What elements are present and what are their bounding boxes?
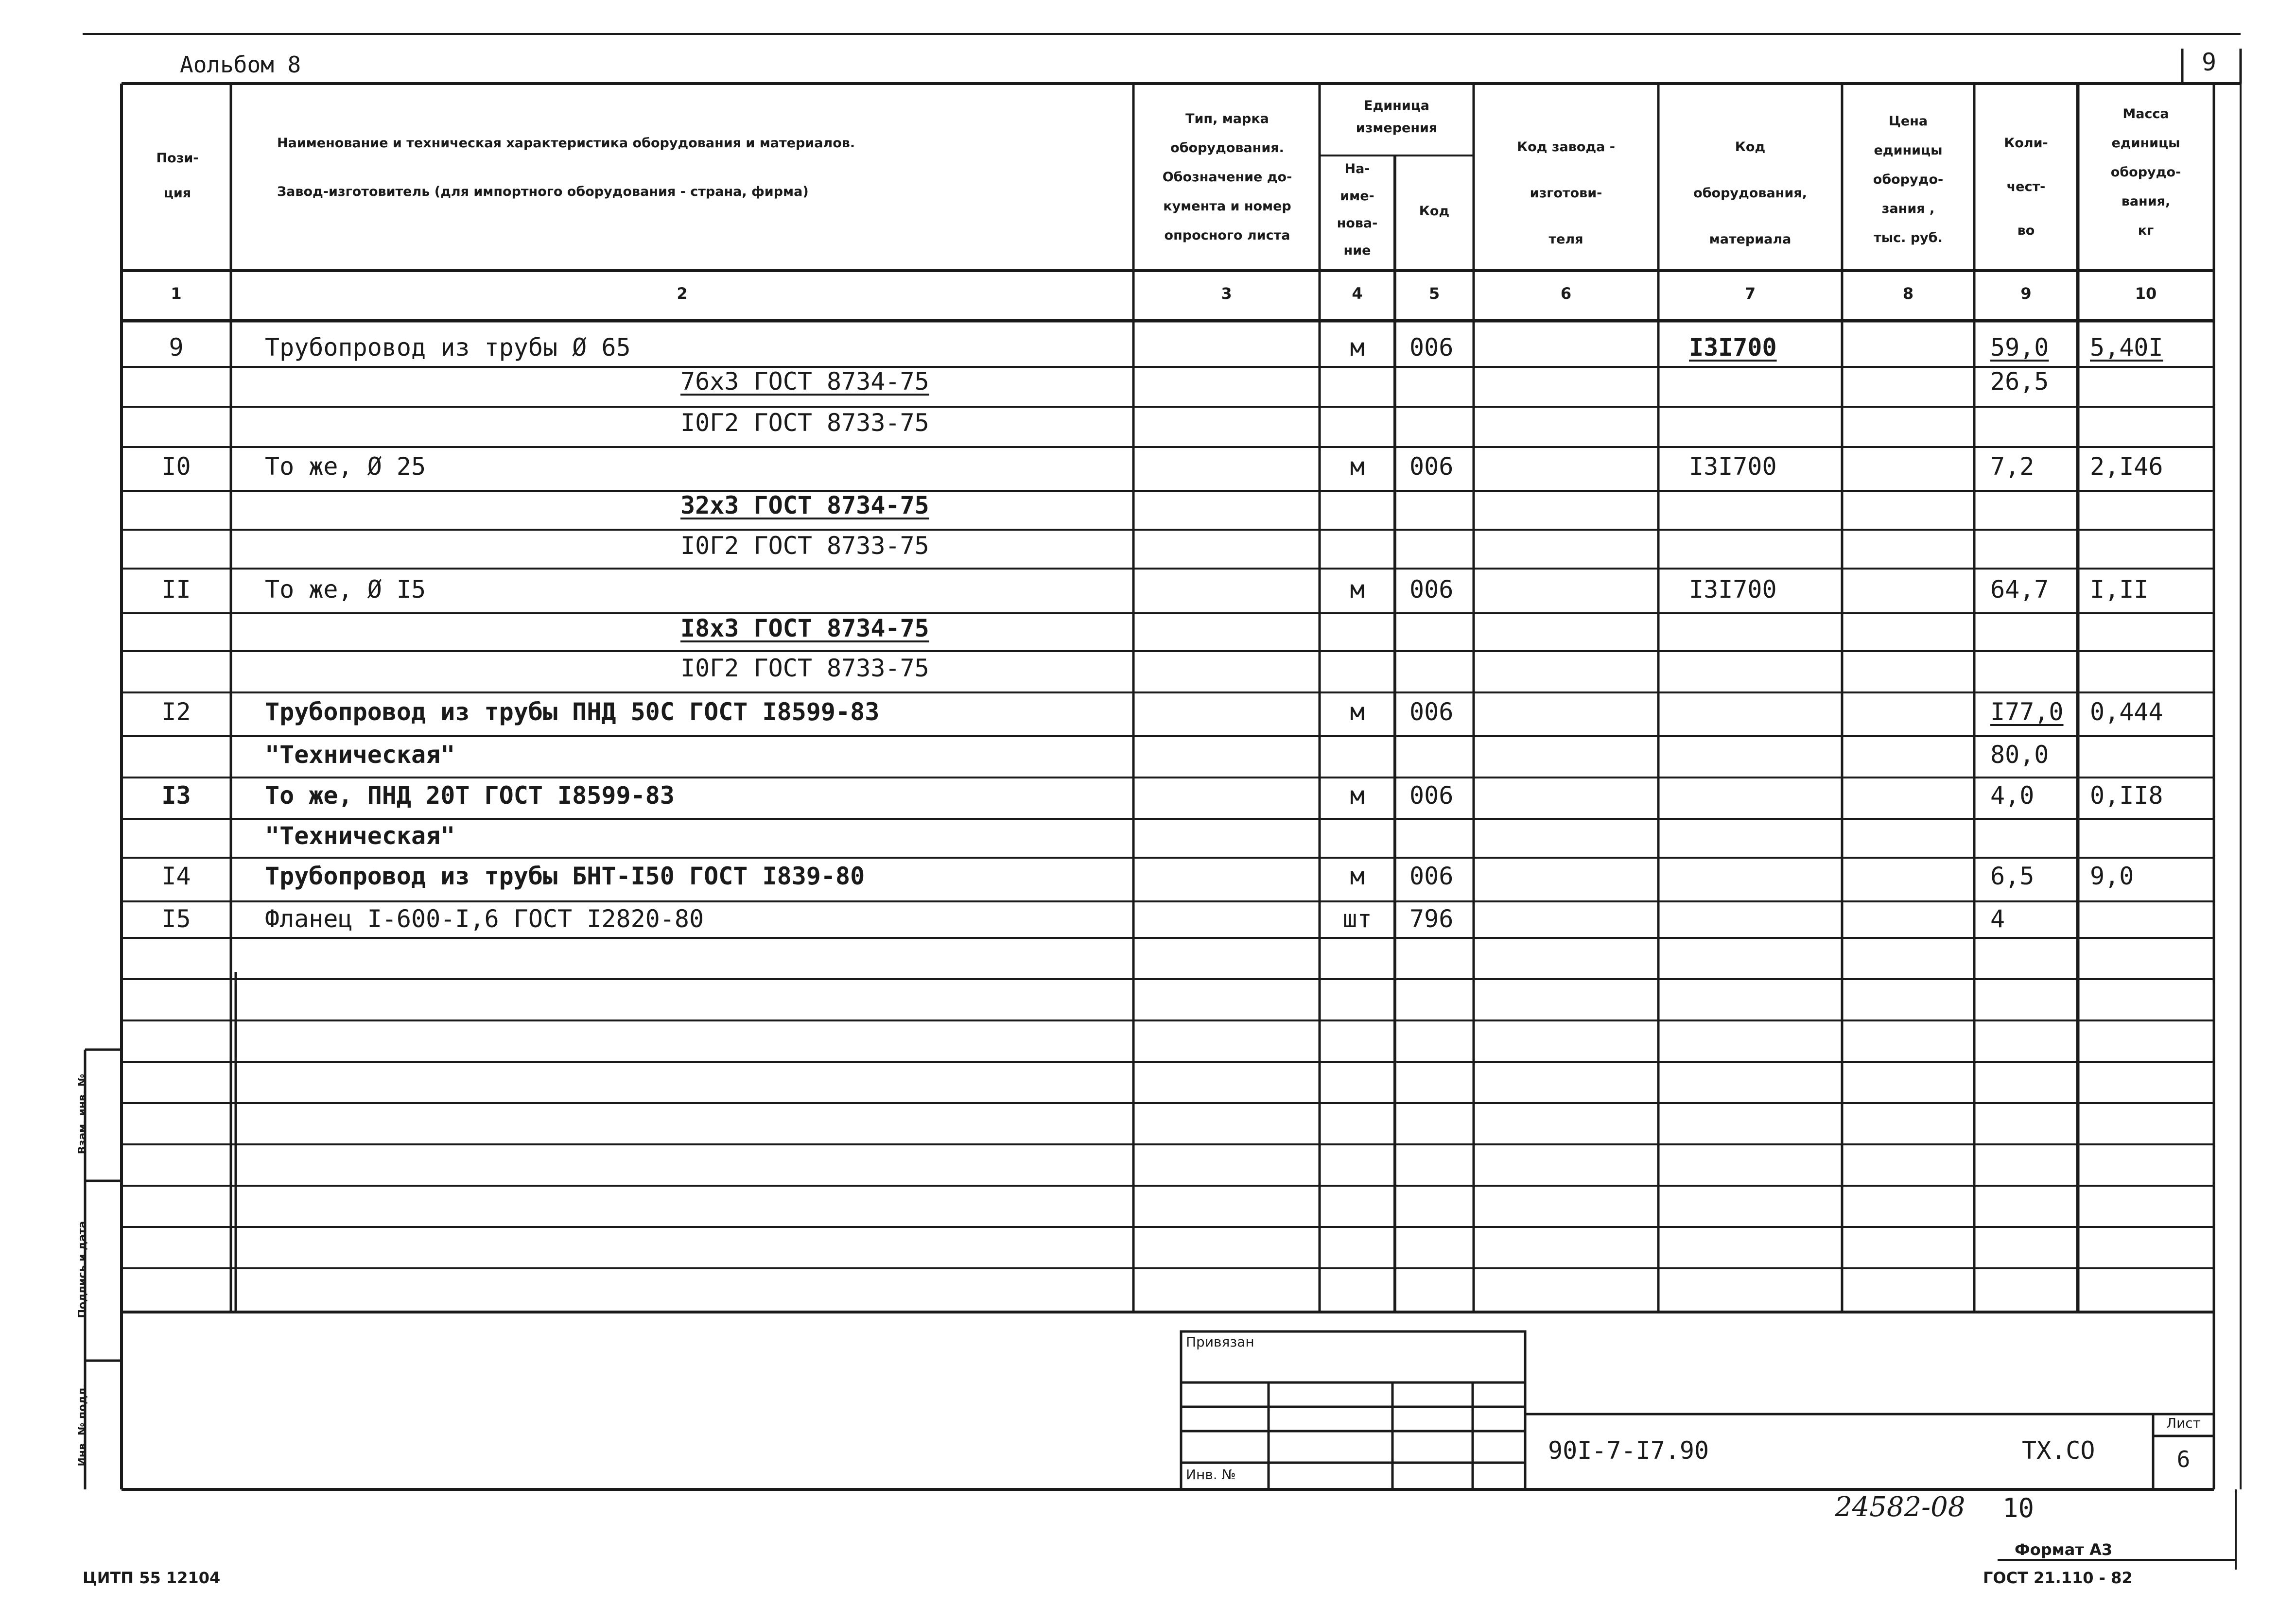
row-position: I4 [161,862,191,890]
side-stamp-label: Взам. инв. № [76,1073,89,1155]
side-stamp-label: Подпись и дата [76,1221,89,1318]
row-code: 796 [1409,905,1454,933]
header-price-line: тыс. руб. [1874,230,1943,245]
handwritten-number: 24582-08 [1835,1491,1966,1523]
header-equipment-code-line: Код [1735,139,1766,155]
header-unit-name-line: На- [1344,161,1370,176]
header-equipment-code-line: оборудования, [1693,186,1807,201]
header-factory-code-line: изготови- [1530,186,1602,201]
row-equipment-code: I3I700 [1689,575,1777,604]
standard-label: ГОСТ 21.110 - 82 [1983,1569,2133,1587]
header-mass-line: Масса [2122,106,2169,121]
row-unit: м [1350,333,1365,362]
header-type-line: опросного листа [1164,228,1290,243]
row-unit: м [1350,698,1365,726]
document-mark: ТХ.СО [2022,1436,2095,1465]
header-price [1842,107,1974,253]
header-factory-code-line: Код завода - [1517,139,1615,155]
bound-label: Привязан [1186,1334,1254,1350]
header-unit-name-line: нова- [1337,216,1378,231]
row-name: 76х3 ГОСТ 8734-75 [680,367,929,396]
row-mass: 2,I46 [2090,452,2163,481]
row-name: То же, Ø I5 [265,575,426,604]
header-type-line: Обозначение до- [1162,170,1292,185]
header-unit-group-line: измерения [1356,121,1438,136]
row-code: 006 [1409,698,1454,726]
row-name: I0Г2 ГОСТ 8733-75 [680,409,929,437]
row-code: 006 [1409,862,1454,890]
row-name: I0Г2 ГОСТ 8733-75 [680,532,929,560]
row-code: 006 [1409,452,1454,481]
row-equipment-code: I3I700 [1689,452,1777,481]
header-unit-group [1320,95,1474,139]
inventory-label: Инв. № [1186,1467,1236,1483]
header-quantity-line: чест- [2006,179,2046,194]
header-type-line: оборудования. [1170,140,1284,156]
row-mass: I,II [2090,575,2149,604]
header-type-line: Тип, марка [1185,111,1269,126]
row-quantity: 6,5 [1990,862,2035,890]
header-price-line: зания , [1881,201,1935,216]
album-label: Аольбом 8 [180,52,301,78]
row-name: I8х3 ГОСТ 8734-75 [680,614,929,642]
column-number: 5 [1428,284,1440,303]
header-mass [2078,100,2214,245]
row-name: Фланец I-600-I,6 ГОСТ I2820-80 [265,905,704,933]
corner-page-number: 9 [2202,48,2217,76]
row-mass: 0,444 [2090,698,2163,726]
header-name-line1: Наименование и техническая характеристика оборудования и материалов. [277,136,855,151]
row-name: "Техническая" [265,741,455,769]
row-name: Трубопровод из трубы БНТ-I50 ГОСТ I839-80 [265,862,865,890]
row-quantity: 64,7 [1990,575,2049,604]
row-mass: 0,II8 [2090,781,2163,810]
column-number: 3 [1221,284,1232,303]
row-name: Трубопровод из трубы Ø 65 [265,333,631,362]
column-number: 6 [1560,284,1572,303]
row-unit: м [1350,862,1365,890]
document-code: 90I-7-I7.90 [1548,1436,1709,1465]
row-mass: 9,0 [2090,862,2134,890]
column-number: 7 [1744,284,1756,303]
row-position: 9 [169,333,184,362]
row-quantity: 80,0 [1990,741,2049,769]
header-quantity [1974,121,2078,253]
row-code: 006 [1409,333,1454,362]
header-unit-name-line: име- [1340,189,1374,204]
row-quantity: 4 [1990,905,2005,933]
header-quantity-line: Коли- [2004,136,2048,151]
column-number: 9 [2020,284,2032,303]
column-number: 10 [2135,284,2157,303]
row-name: I0Г2 ГОСТ 8733-75 [680,654,929,682]
row-position: I5 [161,905,191,933]
row-quantity: I77,0 [1990,698,2064,726]
row-name: "Техническая" [265,822,455,850]
header-name-line2: Завод-изготовитель (для импортного оборудования - страна, фирма) [277,184,809,199]
sheet-label: Лист [2166,1415,2201,1431]
format-label: Формат А3 [2015,1540,2113,1559]
header-price-line: оборудо- [1873,172,1944,187]
header-quantity-line: во [2017,223,2035,238]
row-unit: шт [1342,905,1372,933]
header-type [1135,104,1320,250]
row-position: I3 [161,781,191,810]
row-position: II [161,575,191,604]
header-mass-line: кг [2138,223,2154,238]
header-type-line: кумента и номер [1163,199,1291,214]
column-number: 8 [1902,284,1914,303]
header-position: Пози- ция [156,151,199,201]
sheet-number: 6 [2176,1446,2191,1472]
header-unit-name [1320,156,1395,264]
header-factory-code [1474,124,1658,262]
column-number: 1 [171,284,182,303]
header-equipment-code [1658,124,1842,262]
header-unit-name-line: ние [1343,243,1371,258]
header-unit-group-line: Единица [1364,98,1429,113]
row-position: I2 [161,698,191,726]
row-quantity: 4,0 [1990,781,2035,810]
row-mass: 5,40I [2090,333,2163,362]
row-unit: м [1350,781,1365,810]
column-number: 2 [677,284,688,303]
header-mass-line: оборудо- [2110,165,2181,180]
header-equipment-code-line: материала [1709,232,1792,247]
row-name: Трубопровод из трубы ПНД 50С ГОСТ I8599-83 [265,698,880,726]
row-quantity: 59,0 [1990,333,2049,362]
row-unit: м [1350,575,1365,604]
side-stamp-label: Инв. № подл. [76,1383,89,1467]
header-price-line: единицы [1874,143,1943,158]
row-name: То же, Ø 25 [265,452,426,481]
column-number: 4 [1352,284,1363,303]
header-unit-code: Код [1419,204,1450,219]
row-equipment-code: I3I700 [1689,333,1777,362]
header-mass-line: вания, [2121,194,2171,209]
printer-label: ЦИТП 55 12104 [83,1569,221,1587]
row-position: I0 [161,452,191,481]
row-unit: м [1350,452,1365,481]
header-price-line: Цена [1888,114,1928,129]
row-name: 32х3 ГОСТ 8734-75 [680,491,929,519]
row-code: 006 [1409,575,1454,604]
header-mass-line: единицы [2111,136,2180,151]
row-code: 006 [1409,781,1454,810]
row-name: То же, ПНД 20Т ГОСТ I8599-83 [265,781,675,810]
row-quantity: 26,5 [1990,367,2049,396]
header-factory-code-line: теля [1548,232,1583,247]
row-quantity: 7,2 [1990,452,2035,481]
footer-page-number: 10 [2002,1493,2035,1523]
